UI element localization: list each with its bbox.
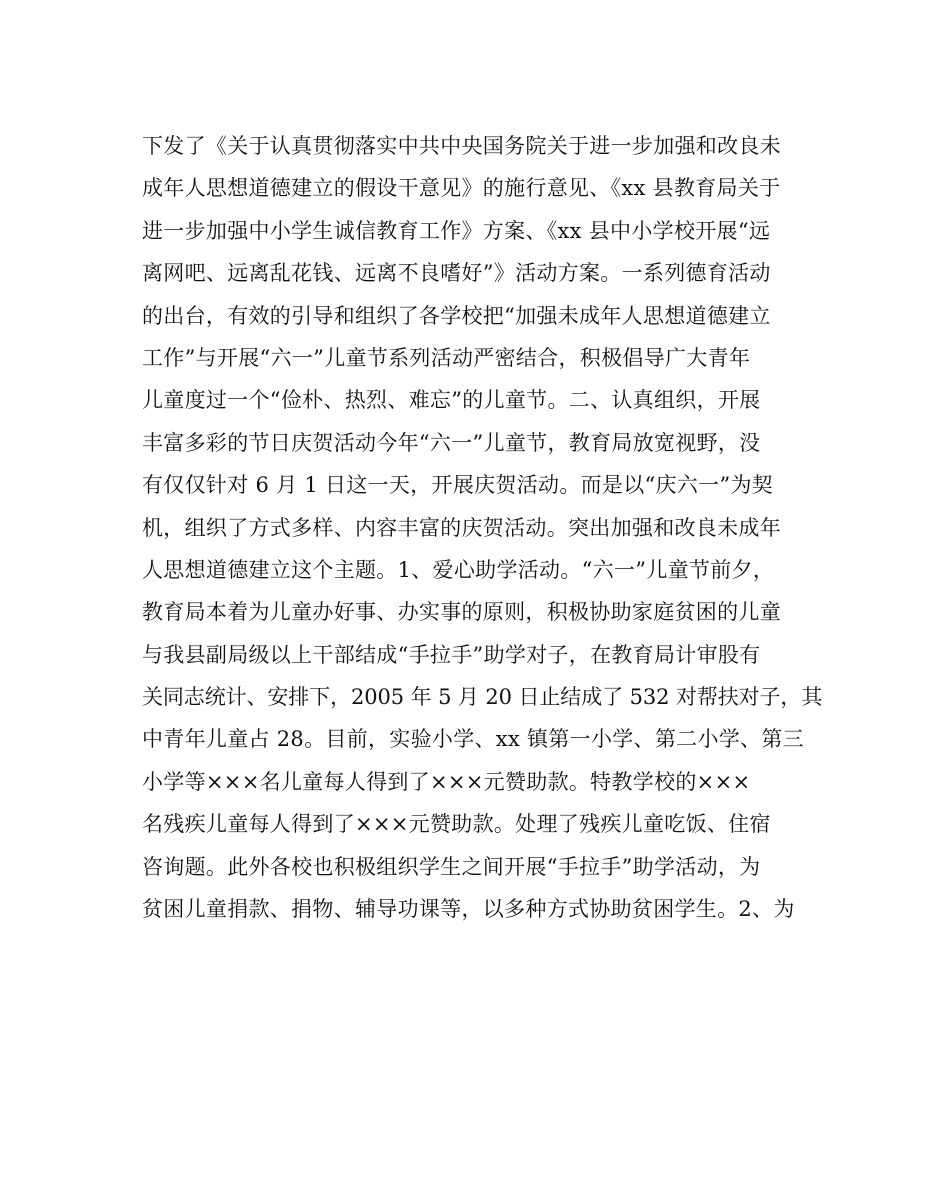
text-line: 与我县副局级以上干部结成“手拉手”助学对子，在教育局计审股有 — [142, 642, 761, 667]
text-line: 丰富多彩的节日庆贺活动今年“六一”儿童节，教育局放宽视野，没 — [142, 430, 761, 455]
text-line: 下发了《关于认真贯彻落实中共中央国务院关于进一步加强和改良未 — [142, 134, 781, 158]
text-line: 成年人思想道德建立的假设干意见》的施行意见、《xx 县教育局关于 — [142, 176, 781, 201]
text-line: 关同志统计、安排下，2005 年 5 月 20 日止结成了 532 对帮扶对子，其 — [142, 685, 823, 710]
text-line: 儿童度过一个“俭朴、热烈、难忘”的儿童节。二、认真组织，开展 — [142, 388, 761, 413]
text-line: 名残疾儿童每人得到了×××元赞助款。处理了残疾儿童吃饭、住宿 — [142, 812, 771, 837]
text-line: 工作”与开展“六一”儿童节系列活动严密结合，积极倡导广大青年 — [142, 345, 751, 370]
text-line: 咨询题。此外各校也积极组织学生之间开展“手拉手”助学活动，为 — [142, 854, 761, 879]
text-line: 进一步加强中小学生诚信教育工作》方案、《xx 县中小学校开展“远 — [142, 218, 771, 243]
text-line: 的出台，有效的引导和组织了各学校把“加强未成年人思想道德建立 — [142, 303, 771, 328]
text-line: 教育局本着为儿童办好事、办实事的原则，积极协助家庭贫困的儿童 — [142, 600, 781, 625]
text-line: 有仅仅针对 6 月 1 日这一天，开展庆贺活动。而是以“庆六一”为契 — [142, 473, 774, 498]
text-line: 贫困儿童捐款、捐物、辅导功课等，以多种方式协助贫困学生。2、为 — [142, 897, 795, 922]
text-line: 机，组织了方式多样、内容丰富的庆贺活动。突出加强和改良未成年 — [142, 515, 781, 540]
body-text — [142, 125, 822, 930]
text-line: 人思想道德建立这个主题。1、爱心助学活动。“六一”儿童节前夕， — [142, 557, 775, 582]
text-line: 离网吧、远离乱花钱、远离不良嗜好”》活动方案。一系列德育活动 — [142, 261, 771, 286]
text-line: 小学等×××名儿童每人得到了×××元赞助款。特教学校的××× — [142, 769, 751, 794]
text-line: 中青年儿童占 28。目前，实验小学、xx 镇第一小学、第二小学、第三 — [142, 727, 804, 752]
